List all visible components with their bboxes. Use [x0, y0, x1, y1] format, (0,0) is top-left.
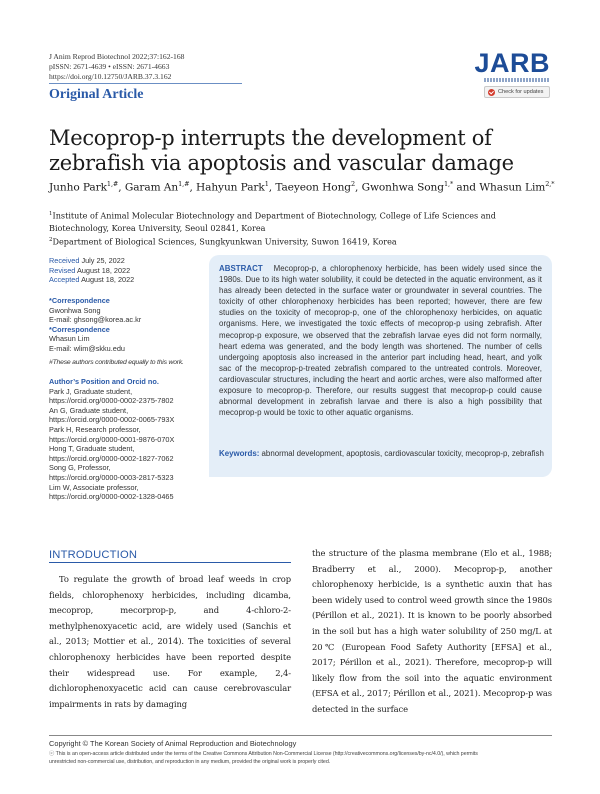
copyright-notice: Copyright © The Korean Society of Animal Reproduction and Biotechnology — [49, 739, 297, 748]
abstract-box — [209, 255, 552, 477]
author-name: Taeyeon Hong — [275, 181, 351, 194]
check-updates-icon — [488, 89, 495, 96]
accepted-label: Accepted — [49, 275, 80, 285]
author-name: Hahyun Park — [195, 181, 265, 194]
author-name: Whasun Lim — [479, 181, 546, 194]
orcid-link[interactable]: https://orcid.org/0000-0001-9876-070X — [49, 434, 175, 444]
received-value: July 25, 2022 — [81, 256, 125, 265]
keywords — [219, 448, 551, 459]
orcid-link[interactable]: https://orcid.org/0000-0002-0065-793X — [49, 415, 175, 425]
orcid-line: An G, Graduate student, — [49, 405, 129, 415]
footer-divider — [49, 735, 552, 736]
correspondence-email[interactable]: E-mail: ghsong@korea.ac.kr — [49, 315, 142, 325]
license-line-1: ⓒ This is an open-access article distributed under the terms of the Creative Commons Attribution Non-Commercial License (http://creativecommons.org/licenses/by-nc/4.0/), which permits — [49, 751, 478, 757]
accepted-date — [49, 275, 134, 285]
orcid-link[interactable]: https://orcid.org/0000-0002-2375-7802 — [49, 396, 174, 406]
body-text-left-column: To regulate the growth of broad leaf weeds in crop fields, chlorophenoxy herbicides, including dicamba, mecoprop, mecorprop-p, and 4-chloro-2-methylphenoxyacetic acid, are widely used (Sanchis et al., 2013; Mottier et al., 2014). The toxicities of several chlorophenoxy herbicides have been reported despite their widespread use. For example, 2,4-dichlorophenoxyacetic acid can cause cerebrovascular impairments in rats by damaging — [49, 574, 291, 709]
author-name: Gwonhwa Song — [361, 181, 444, 194]
affiliation-1-text: Institute of Animal Molecular Biotechnology and Department of Biotechnology, College of Life Sciences and — [52, 210, 496, 221]
orcid-line: Hong T, Graduate student, — [49, 444, 135, 454]
article-title-line-2: zebrafish via apoptosis and vascular damage — [49, 151, 514, 175]
revised-label: Revised — [49, 265, 76, 275]
abstract-text: Mecoprop-p, a chlorophenoxy herbicide, has been widely used since the 1980s. Due to its high water solubility, it could be detected in the aquatic environment, as it has already been detected in the surface water or groundwater in several countries. The toxicity of other chlorophenoxy herbicides has been reported; however, there are few studies on the toxicity of mecoprop-p, one of the chlorophenoxy herbicides, on aquatic organisms. Here, we investigated the toxic effects of mecoprop-p using zebrafish. After mecoprop-p exposure, we observed that the zebrafish larvae eyes did not form normally, heart edema was generated, and the body length was shortened. The number of cells undergoing apoptosis also increased in the anterior part including head, heart, and yolk sac of the mecoprop-p-treated zebrafish compared to the untreated controls. Moreover, cardiovascular structures, including the heart and aortic arches, were also malformed after exposure to mecoprop-p. Therefore, our results suggest that mecoprop-p could cause abnormal development in zebrafish larvae and there is also a high possibility that mecoprop-p would be toxic to other aquatic organisms. — [219, 264, 542, 418]
article-title-line-1: Mecoprop-p interrupts the development of — [49, 126, 492, 150]
revised-date — [49, 266, 134, 276]
check-for-updates-button[interactable] — [484, 86, 550, 98]
author-name: Garam An — [124, 181, 179, 194]
section-heading-rule — [49, 562, 291, 563]
article-type-label: Original Article — [49, 87, 144, 102]
article-dates — [49, 256, 134, 285]
revised-value: August 18, 2022 — [77, 265, 131, 275]
author-affiliation-mark: 1,# — [178, 180, 190, 188]
keywords-heading: Keywords: — [219, 449, 260, 458]
abstract-heading: ABSTRACT — [219, 264, 263, 273]
author-list: Junho Park$^{1,\#}$, Garam $An^{1,\#}$, Hahyun Park$^1$, Taeyeon Hong$^2$, Gwonhwa Song$^{1,*}$ and Whasun Lim$^{2,*}$ — [49, 180, 555, 194]
orcid-line: Lim W, Associate professor, — [49, 482, 139, 492]
affiliation-1 — [49, 208, 554, 222]
orcid-line: Park J, Graduate student, — [49, 386, 133, 396]
author-affiliation-mark: 2,* — [545, 180, 555, 188]
correspondence-email[interactable]: E-mail: wlim@skku.edu — [49, 343, 125, 353]
received-label: Received — [49, 256, 80, 265]
affiliations — [49, 208, 554, 248]
author-affiliation-mark: 1,* — [443, 180, 454, 188]
license-line-2: unrestricted non-commercial use, distribution, and reproduction in any medium, provided the original work is properly cited. — [49, 759, 331, 765]
orcid-block — [49, 377, 199, 502]
journal-logo-subtitle — [484, 78, 550, 82]
header-divider — [49, 83, 242, 84]
orcid-line: Park H, Research professor, — [49, 424, 141, 434]
author-affiliation-mark: 1 — [264, 180, 269, 188]
orcid-link[interactable]: https://orcid.org/0000-0003-2817-5323 — [49, 472, 174, 482]
article-title — [49, 126, 559, 176]
received-date — [49, 256, 134, 266]
affiliation-1-mark: 1 — [49, 211, 53, 217]
correspondence-heading: *Correspondence — [49, 324, 110, 334]
affiliation-1-cont: Biotechnology, Korea University, Seoul 02841, Korea — [49, 222, 266, 233]
check-updates-label: Check for updates — [498, 89, 544, 95]
journal-info — [49, 52, 184, 82]
author-name: Junho Park — [49, 181, 107, 194]
orcid-link[interactable]: https://orcid.org/0000-0002-1827-7062 — [49, 453, 174, 463]
author-affiliation-mark: 2 — [350, 180, 356, 188]
orcid-line: Song G, Professor, — [49, 463, 111, 473]
journal-issn: pISSN: 2671-4639 • eISSN: 2671-4663 — [49, 62, 170, 71]
journal-citation: J Anim Reprod Biotechnol 2022;37:162-168 — [49, 52, 185, 61]
license-notice — [49, 750, 554, 766]
orcid-link[interactable]: https://orcid.org/0000-0002-1328-0465 — [49, 492, 174, 502]
affiliation-2-mark: 2 — [49, 237, 53, 244]
correspondence-name: Gwonhwa Song — [49, 305, 101, 315]
orcid-heading: Author’s Position and Orcid no. — [49, 377, 159, 386]
equal-contribution-note: #These authors contributed equally to this work. — [49, 359, 184, 366]
correspondence-block — [49, 296, 141, 354]
correspondence-name: Whasun Lim — [49, 334, 90, 344]
affiliation-2 — [49, 234, 554, 248]
keywords-text: abnormal development, apoptosis, cardiovascular toxicity, mecoprop-p, zebrafish — [261, 449, 544, 458]
author-affiliation-mark: 1,# — [106, 180, 119, 188]
body-text-right-column: the structure of the plasma membrane (Elo et al., 1988; Bradberry et al., 2000). Mecoprop-p, another chlorophenoxy herbicide, is a synthetic auxin that has been widely used to control weed growth since the 1980s (Périllon et al., 2021). It is known to be poorly absorbed in the soil but has a high water solubility of 250 mg/L at 20℃ (European Food Safety Authority [EFSA] et al., 2017; Périllon et al., 2021). Therefore, mecoprop-p will likely flow from the soil into the aquatic environment (EFSA et al., 2017; Périllon et al., 2021). Mecoprop-p was detected in the surface — [312, 548, 552, 714]
accepted-value: August 18, 2022 — [81, 275, 135, 285]
section-heading-introduction: INTRODUCTION — [49, 549, 138, 561]
affiliation-2-text: Department of Biological Sciences, Sungkyunkwan University, Suwon 16419, Korea — [52, 236, 397, 247]
journal-doi-link[interactable]: https://doi.org/10.12750/JARB.37.3.162 — [49, 72, 172, 81]
correspondence-heading: *Correspondence — [49, 296, 110, 305]
journal-logo: JARB — [474, 48, 550, 78]
